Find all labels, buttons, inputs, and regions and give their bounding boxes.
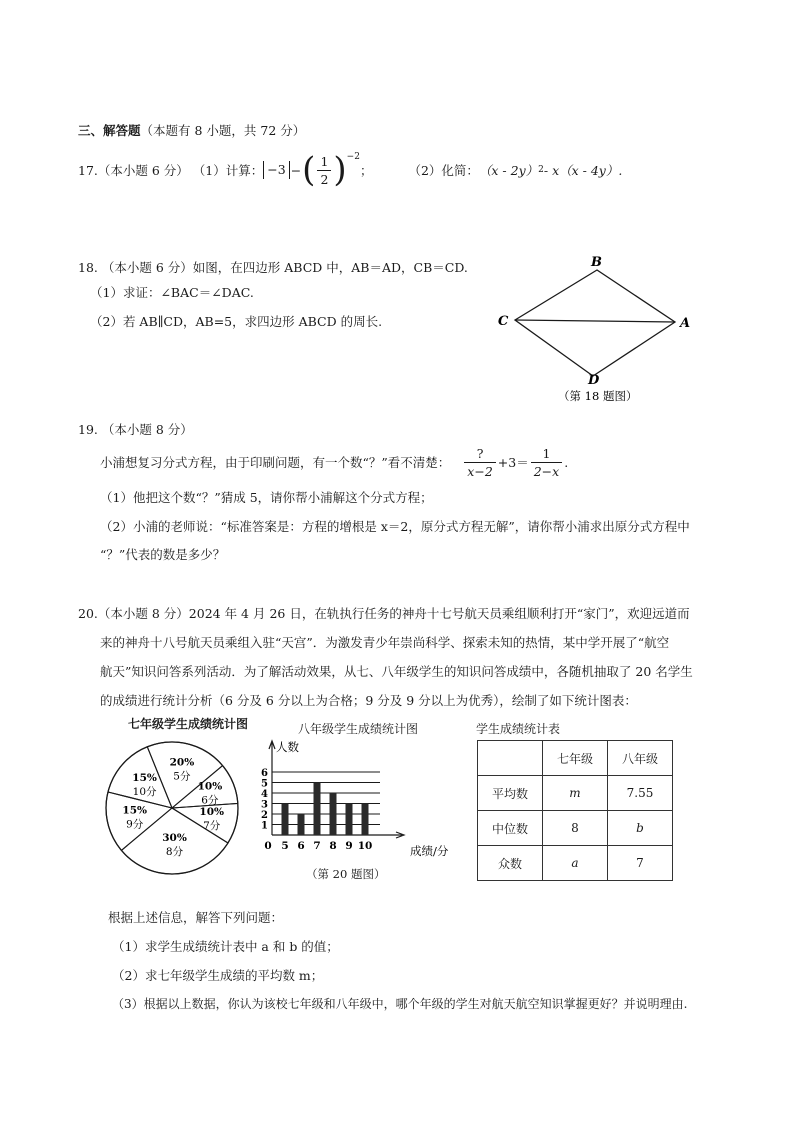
q17-part2-label: （2）化简： [408,163,479,178]
bar-score-6 [298,814,305,835]
pie-category-label: 6分 [201,794,219,807]
q20-line1 [78,604,690,622]
q19-stem-line [100,442,568,482]
diagonal-ca [515,320,675,322]
grade8-bar-chart [252,735,462,860]
q18-part1: （1）求证：∠BAC＝∠DAC. [90,285,254,300]
mode-grade7: a [543,846,608,881]
table-cell [478,741,543,776]
pie-percent-label: 20% [169,756,195,769]
q17-right-paren: ) [333,150,347,190]
q17-semicolon: ； [359,163,373,178]
pie-category-label: 10分 [132,786,157,799]
q20-ask2: （2）求七年级学生成绩的平均数 m； [112,968,324,983]
mode-grade8: 7 [608,846,673,881]
q19-part2-line2: “？”代表的数是多少？ [100,547,226,562]
q20-caption: （第 20 题图） [306,867,386,881]
table-row [478,846,673,881]
q18-stem: （本小题 6 分）如图，在四边形 ABCD 中，AB＝AD，CB＝CD. [101,260,468,275]
y-tick-label: 4 [261,789,268,800]
y-tick-label: 2 [261,810,268,821]
quadrilateral-abcd [515,270,675,376]
q18-caption: （第 18 题图） [558,389,638,403]
q17-absolute-value: −3 [263,161,289,179]
pie-category-label: 7分 [203,819,221,832]
y-tick-label: 1 [261,820,268,832]
q17-exponent: −2 [346,152,360,162]
label-b: B [591,255,602,270]
table-header-grade7: 七年级 [543,741,608,776]
table-row [478,811,673,846]
median-grade8: b [608,811,673,846]
q18-figure [490,250,710,405]
stats-table [477,740,673,881]
q18-number: 18. [78,260,98,275]
table-header-grade8: 八年级 [608,741,673,776]
x-tick-label: 5 [281,840,289,852]
q19-stem: 小浦想复习分式方程，由于印刷问题，有一个数“？”看不清楚： [100,455,451,470]
section-note: （本题有 8 小题，共 72 分） [140,123,306,138]
q17-points: （本小题 6 分） [97,163,189,178]
label-a: A [680,316,691,331]
bar-score-5 [282,804,289,836]
y-axis-label: 人数 [276,740,299,754]
q20-intro: 根据上述信息，解答下列问题： [108,910,284,925]
row-label-mean: 平均数 [478,776,543,811]
q19-points: （本小题 8 分） [101,422,193,437]
x-tick-label: 10 [357,840,373,852]
pie-percent-label: 15% [132,772,157,785]
q19-part1: （1）他把这个数“？”猜成 5，请你帮小浦解这个分式方程； [100,490,433,505]
pie-category-label: 5分 [173,770,191,783]
question-17 [78,150,622,190]
label-d: D [588,373,600,388]
x-tick-label: 6 [297,840,305,852]
x-tick-label: 8 [329,840,337,852]
q18-part2: （2）若 AB∥CD，AB=5，求四边形 ABCD 的周长. [90,314,383,329]
label-c: C [498,314,509,329]
table-header-row [478,741,673,776]
q19-fraction-1: $\frac{?}{x-2}$ [464,445,495,480]
bar-chart-title: 八年级学生成绩统计图 [298,722,419,736]
bar-score-9 [346,804,353,836]
bar-score-10 [362,804,369,836]
row-label-median: 中位数 [478,811,543,846]
grade7-pie-chart [98,738,248,880]
q17-part2-exp: 2 [538,165,544,175]
median-grade7: 8 [543,811,608,846]
y-tick-label: 3 [261,799,268,811]
bar-score-8 [330,793,337,835]
pie-percent-label: 10% [199,805,224,818]
q20-line2: 来的神舟十八号航天员乘组入驻“天宫”．为激发青少年崇尚科学、探索未知的热情，某中学开展了“航空 [100,635,670,650]
q17-part2-expr: （x - 2y） [478,163,539,178]
pie-percent-label: 10% [197,780,223,793]
q17-part1-label: （1）计算： [192,163,264,178]
pie-category-label: 9分 [126,818,144,831]
row-label-mode: 众数 [478,846,543,881]
q19-part2-line1: （2）小浦的老师说：“标准答案是：方程的增根是 x＝2，原分式方程无解”，请你帮小浦求出原分式方程中 [100,519,690,534]
q19-header [78,420,193,438]
q17-left-paren: ( [302,150,316,190]
q17-part2-rest: - x（x - 4y）. [543,163,623,178]
q20-line4: 的成绩进行统计分析（6 分及 6 分以上为合格；9 分及 9 分以上为优秀），绘制了如下统计图表： [100,693,637,708]
bar-score-7 [314,783,321,836]
x-tick-label: 9 [345,840,353,852]
q19-number: 19. [78,422,98,437]
q19-eq-end: . [564,454,569,470]
table-row [478,776,673,811]
stats-table-title: 学生成绩统计表 [476,722,561,736]
pie-category-label: 8分 [165,846,184,859]
q20-ask3: （3）根据以上数据，你认为该校七年级和八年级中，哪个年级的学生对航天航空知识掌握更好？并说明理由. [112,997,688,1011]
q19-fraction-2: $\frac{1}{2-x}$ [531,445,562,480]
q20-line1-text: （本小题 8 分）2024 年 4 月 26 日，在轨执行任务的神舟十七号航天员乘组顺利打开“家门”，欢迎远道而 [97,606,690,621]
y-tick-label: 5 [261,778,268,790]
mean-grade7: m [543,776,608,811]
origin-label: 0 [264,840,272,852]
q18-stem-line [78,258,468,276]
x-axis-label: 成绩/分 [410,844,449,858]
q17-minus: − [290,162,302,178]
q20-line3: 航天”知识问答系列活动．为了解活动效果，从七、八年级学生的知识问答成绩中，各随机抽取了 20 名学生 [100,664,693,679]
section-title: 三、解答题 [78,123,141,138]
q19-eq-mid: +3＝ [497,455,529,470]
pie-percent-label: 30% [162,832,187,845]
pie-chart-title: 七年级学生成绩统计图 [128,717,249,731]
pie-percent-label: 15% [122,804,147,817]
q20-ask1: （1）求学生成绩统计表中 a 和 b 的值； [112,939,339,954]
q17-fraction: $\frac{1}{2}$ [317,153,331,188]
y-tick-label: 6 [261,768,268,779]
x-tick-label: 7 [313,840,321,852]
section-header [78,121,305,139]
q20-number: 20. [78,606,98,621]
mean-grade8: 7.55 [608,776,673,811]
q17-number: 17. [78,162,98,178]
